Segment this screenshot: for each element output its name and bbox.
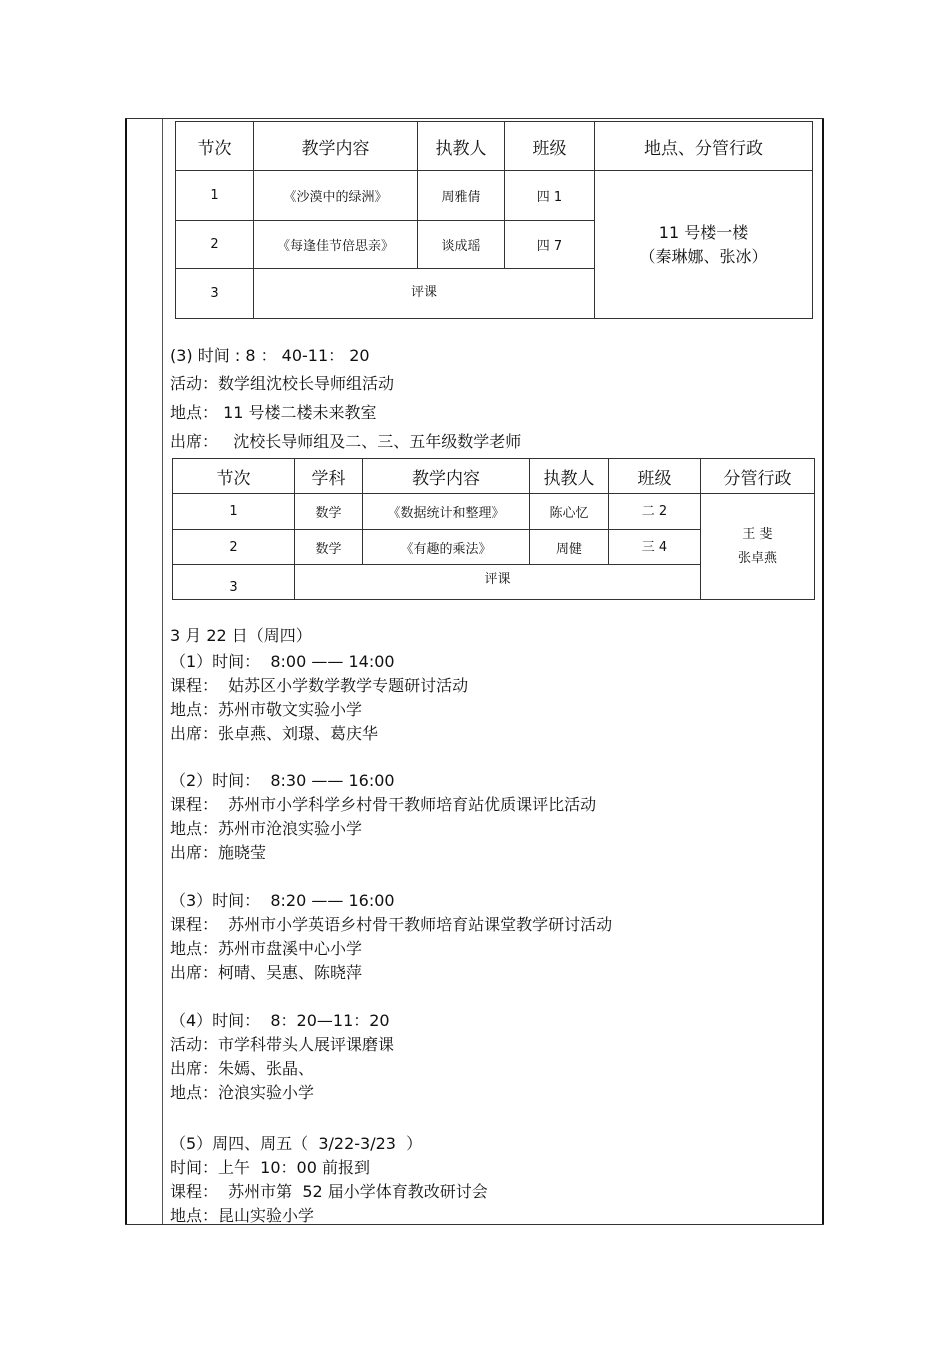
- schedule-table-2: [172, 458, 815, 600]
- table-row: [176, 171, 813, 221]
- table-header-row: [173, 459, 815, 494]
- event-time: 时间：上午 10：00 前报到: [170, 1158, 370, 1177]
- event-1: [170, 650, 468, 746]
- event-4: [170, 1009, 394, 1105]
- cell-content: 《有趣的乘法》: [363, 530, 530, 565]
- event-attendees: 出席：柯晴、吴惠、陈晓萍: [170, 963, 363, 982]
- cell-content: 《数据统计和整理》: [363, 494, 530, 530]
- frame-right-border: [822, 118, 824, 1225]
- event-time: （2）时间： 8:30 —— 16:00: [170, 771, 395, 790]
- section3-time: (3) 时间 : 8 ： 40-11： 20: [170, 346, 370, 365]
- event-activity: 活动：市学科带头人展评课磨课: [170, 1035, 395, 1054]
- header-subject: 学科: [295, 459, 363, 494]
- cell-teacher: 陈心忆: [530, 494, 609, 530]
- cell-subject: 数学: [295, 530, 363, 565]
- event-course: 课程： 苏州市小学英语乡村骨干教师培育站课堂教学研讨活动: [170, 915, 613, 934]
- event-place: 地点：苏州市盘溪中心小学: [170, 939, 363, 958]
- cell-class: 四 1: [505, 171, 595, 221]
- admin-names: （秦琳娜、张冰）: [639, 246, 768, 266]
- cell-period: 2: [176, 221, 254, 269]
- header-admin: 分管行政: [701, 459, 815, 494]
- cell-period: 3: [173, 565, 295, 600]
- cell-admin: [701, 494, 815, 600]
- header-period: 节次: [173, 459, 295, 494]
- location-line: 11 号楼一楼: [658, 222, 749, 242]
- header-content: 教学内容: [254, 122, 418, 171]
- cell-period: 1: [173, 494, 295, 530]
- cell-teacher: 谈成瑶: [418, 221, 505, 269]
- cell-teacher: 周雅倩: [418, 171, 505, 221]
- frame-top-border: [125, 118, 824, 119]
- header-class: 班级: [609, 459, 701, 494]
- section3-activity: 活动：数学组沈校长导师组活动: [170, 374, 395, 393]
- schedule-table-1: [175, 121, 813, 319]
- event-time: （4）时间： 8：20—11：20: [170, 1011, 390, 1030]
- frame-left-border: [125, 118, 127, 1225]
- cell-class: 四 7: [505, 221, 595, 269]
- event-2: [170, 769, 596, 865]
- header-teacher: 执教人: [530, 459, 609, 494]
- frame-inner-divider: [162, 118, 163, 1225]
- header-period: 节次: [176, 122, 254, 171]
- event-place: 地点：苏州市沧浪实验小学: [170, 819, 363, 838]
- cell-period: 1: [176, 171, 254, 221]
- cell-class: 三 4: [609, 530, 701, 565]
- cell-period: 2: [173, 530, 295, 565]
- event-course: 课程： 姑苏区小学数学教学专题研讨活动: [170, 676, 469, 695]
- event-place: 地点：沧浪实验小学: [170, 1083, 315, 1102]
- event-days: （5）周四、周五（ 3/22-3/23 ）: [170, 1134, 423, 1153]
- cell-subject: 数学: [295, 494, 363, 530]
- event-5: [170, 1132, 488, 1228]
- header-teacher: 执教人: [418, 122, 505, 171]
- cell-period: 3: [176, 269, 254, 319]
- cell-location-admin: [595, 171, 813, 319]
- event-3: [170, 889, 612, 985]
- header-location-admin: 地点、分管行政: [595, 122, 813, 171]
- table-header-row: [176, 122, 813, 171]
- event-attendees: 出席：施晓莹: [170, 843, 267, 862]
- event-place: 地点：昆山实验小学: [170, 1206, 315, 1225]
- cell-review: 评课: [295, 565, 701, 600]
- header-content: 教学内容: [363, 459, 530, 494]
- event-course: 课程： 苏州市小学科学乡村骨干教师培育站优质课评比活动: [170, 795, 597, 814]
- event-place: 地点：苏州市敬文实验小学: [170, 700, 363, 719]
- event-course: 课程： 苏州市第 52 届小学体育教改研讨会: [170, 1182, 488, 1201]
- table-row: [173, 494, 815, 530]
- cell-content: 《每逢佳节倍思亲》: [254, 221, 418, 269]
- admin-name: 王 斐: [742, 526, 773, 542]
- cell-content: 《沙漠中的绿洲》: [254, 171, 418, 221]
- event-attendees: 出席：朱嫣、张晶、: [170, 1059, 315, 1078]
- section3-attendees: 出席： 沈校长导师组及二、三、五年级数学老师: [170, 432, 522, 451]
- admin-name: 张卓燕: [737, 550, 777, 566]
- cell-teacher: 周健: [530, 530, 609, 565]
- day-heading: 3 月 22 日（周四）: [170, 626, 312, 645]
- header-class: 班级: [505, 122, 595, 171]
- event-time: （1）时间： 8:00 —— 14:00: [170, 652, 395, 671]
- event-time: （3）时间： 8:20 —— 16:00: [170, 891, 395, 910]
- section3-place: 地点： 11 号楼二楼未来教室: [170, 403, 377, 422]
- cell-class: 二 2: [609, 494, 701, 530]
- event-attendees: 出席：张卓燕、刘璟、葛庆华: [170, 724, 379, 743]
- cell-review: 评课: [254, 269, 595, 319]
